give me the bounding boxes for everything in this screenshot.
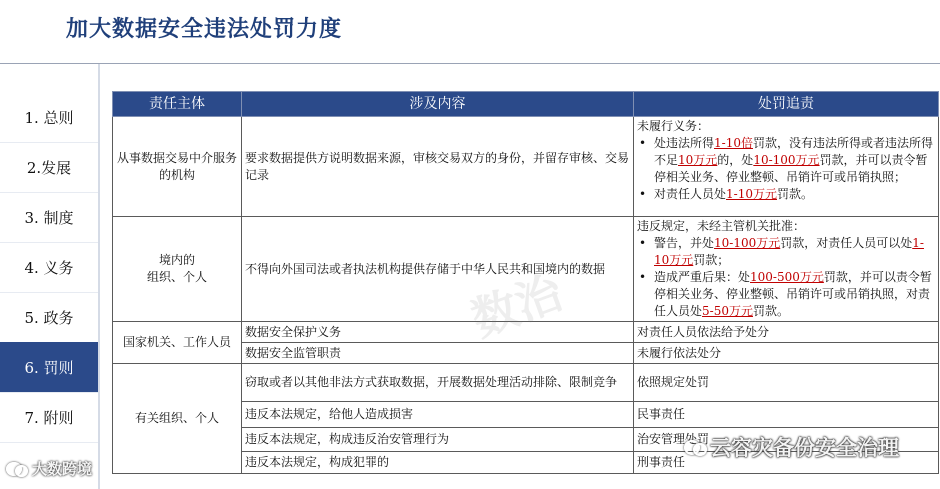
sidebar-item-label: 6. 罚则: [24, 358, 74, 377]
table-header-row: [113, 92, 939, 117]
table-row: [113, 117, 939, 217]
watermark-text: 大数跨境: [32, 460, 93, 478]
sidebar-item-label: 2.发展: [26, 158, 72, 177]
header-content: 涉及内容: [242, 92, 634, 117]
text-segment: 罚款，并可以责令暂停相关业务、停业整顿、吊销许可或吊销执照，对责任人员处: [654, 270, 932, 318]
highlight-amount: 1-10万元: [726, 187, 777, 201]
row2-penalty-bullet-1: [637, 235, 935, 269]
header-subject: 责任主体: [113, 92, 242, 117]
highlight-amount: 10万元: [678, 153, 718, 167]
row2-penalty-intro: 违反规定，未经主管机关批准：: [637, 219, 806, 233]
highlight-amount: 1-10万元: [654, 236, 924, 267]
row3-content-b: 数据安全监管职责: [242, 343, 634, 364]
header-penalty: 处罚追责: [634, 92, 939, 117]
sidebar-item-label: 4. 义务: [24, 258, 74, 277]
row4-penalty-1: 依照规定处罚: [634, 364, 939, 402]
row1-penalty-bullet-2: [637, 186, 935, 203]
row3-penalty-a: 对责任人员依法给予处分: [634, 322, 939, 343]
row4-content-3: 违反本法规定，构成违反治安管理行为: [242, 428, 634, 452]
row2-content: 不得向外国司法或者执法机构提供存储于中华人民共和国境内的数据: [242, 217, 634, 322]
text-segment: 的，处: [717, 153, 754, 167]
text-segment: 罚款；: [693, 253, 730, 267]
row4-content-2: 违反本法规定，给他人造成损害: [242, 402, 634, 428]
text-segment: 罚款。: [776, 187, 813, 201]
text-segment: 罚款，并可以责令暂停相关业务、停业整顿、吊销许可或吊销执照；: [654, 153, 928, 184]
sidebar-item-label: 3. 制度: [24, 208, 74, 227]
sidebar-item-development[interactable]: [0, 142, 98, 193]
table-row: [113, 217, 939, 322]
text-segment: 造成严重后果：处: [654, 270, 751, 284]
text-segment: 警告，并处: [654, 236, 715, 250]
row1-penalty-bullet-1: [637, 135, 935, 186]
row3-content-a: 数据安全保护义务: [242, 322, 634, 343]
row4-content-4: 违反本法规定，构成犯罪的: [242, 452, 634, 474]
text-segment: 罚款，对责任人员可以处: [780, 236, 913, 250]
row1-content: 要求数据提供方说明数据来源，审核交易双方的身份，并留存审核、交易记录: [242, 117, 634, 217]
text-segment: 对责任人员处: [654, 187, 727, 201]
row4-penalty-2: 民事责任: [634, 402, 939, 428]
watermark-text: 云容灾备份安全治理: [710, 436, 899, 460]
sidebar-item-government[interactable]: [0, 292, 98, 343]
sidebar-nav: [0, 64, 100, 489]
background-watermark: 数治: [464, 264, 570, 347]
text-segment: 罚款，没有违法所得或者违法所得不足: [654, 136, 933, 167]
row3-subject: 国家机关、工作人员: [113, 322, 242, 364]
highlight-amount: 10-100万元: [753, 153, 820, 167]
text-segment: 处违法所得: [654, 136, 715, 150]
penalty-table: [112, 91, 939, 474]
row2-subject-line1: 境内的: [158, 253, 195, 267]
highlight-amount: 5-50万元: [702, 304, 753, 318]
title-divider: [0, 63, 940, 64]
text-segment: 罚款。: [752, 304, 789, 318]
row4-content-1: 窃取或者以其他非法方式获取数据，开展数据处理活动排除、限制竞争: [242, 364, 634, 402]
penalty-table-container: [112, 91, 938, 474]
chat-bubble-icon: [684, 438, 706, 456]
table-row: [113, 322, 939, 343]
row2-penalty: [634, 217, 939, 322]
row4-penalty-3: 治安管理处罚: [634, 428, 939, 452]
highlight-amount: 10-100万元: [714, 236, 781, 250]
sidebar-item-label: 7. 附则: [24, 408, 74, 427]
row4-penalty-4: 刑事责任: [634, 452, 939, 474]
sidebar-item-system[interactable]: [0, 192, 98, 243]
highlight-amount: 1-10倍: [714, 136, 753, 150]
sidebar-item-label: 5. 政务: [24, 308, 74, 327]
chat-bubble-icon: [6, 460, 28, 478]
row2-subject: [113, 217, 242, 322]
highlight-amount: 100-500万元: [750, 270, 824, 284]
sidebar-item-label: 1. 总则: [24, 108, 74, 127]
sidebar-item-obligations[interactable]: [0, 242, 98, 293]
sidebar-item-general[interactable]: [0, 92, 98, 143]
row2-penalty-bullet-2: [637, 269, 935, 320]
row1-subject: 从事数据交易中介服务的机构: [113, 117, 242, 217]
page-title: 加大数据安全违法处罚力度: [66, 17, 343, 42]
sidebar-item-penalties[interactable]: [0, 342, 98, 393]
row4-subject: 有关组织、个人: [113, 364, 242, 474]
sidebar-item-supplementary[interactable]: [0, 392, 98, 443]
watermark-bottom-left: [6, 458, 92, 479]
table-row: [113, 364, 939, 402]
row1-penalty-intro: 未履行义务：: [637, 119, 710, 133]
watermark-bottom-right: [684, 432, 899, 462]
row1-penalty: [634, 117, 939, 217]
row3-penalty-b: 未履行依法处分: [634, 343, 939, 364]
row2-subject-line2: 组织、个人: [146, 270, 207, 284]
